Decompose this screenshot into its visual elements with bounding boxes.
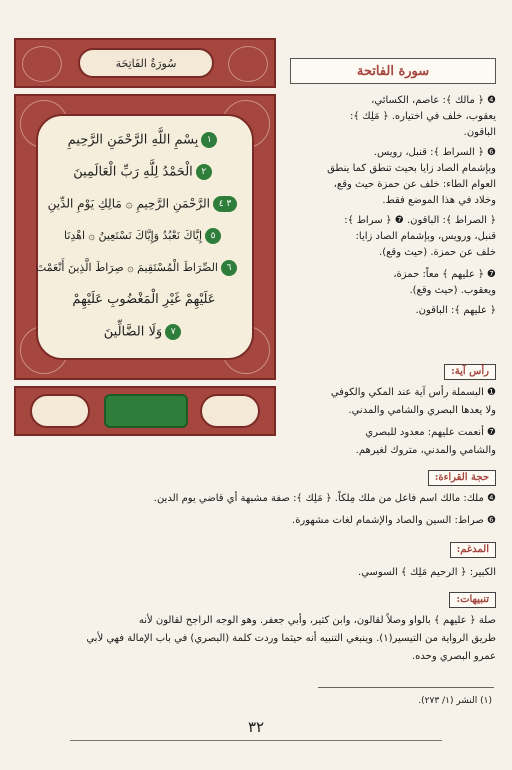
text-line: صلة ﴿ عليهم ﴾ بالواو وصلاً لقالون، وابن كثير، وأبي جعفر. وهو الوجه الراجح لقالون لأنه <box>138 615 496 626</box>
ayah-line: ٦الصِّرَاطَ الْمُسْتَقِيمَ ۞ صِرَاطَ الَّذِينَ أَنْعَمْتَ <box>48 260 240 276</box>
section-heading-hujja: حجة القراءة: <box>428 470 496 486</box>
text-line: خلف عن حمزة. (حيث وقع). <box>379 247 496 258</box>
ayah-line: ٣ ٤الرَّحْمَنِ الرَّحِيمِ ۞ مَالِكِ يَوْمِ الدِّينِ <box>48 196 240 212</box>
ayah-line: ٥إِيَّاكَ نَعْبُدُ وَإِيَّاكَ نَسْتَعِينُ ۞ اهْدِنَا <box>48 228 240 244</box>
section-heading-ras-aya: رأس آية: <box>444 364 496 380</box>
ornament-icon <box>104 394 188 428</box>
decorative-band <box>14 386 276 436</box>
text-line: عمرو البصري وحده. <box>412 651 496 662</box>
text-line: ❼ ﴿ عليهم ﴾ معاً: حمزة، <box>393 269 496 280</box>
ayah-line: ١بِسْمِ اللَّهِ الرَّحْمَنِ الرَّحِيمِ <box>48 132 240 148</box>
ayah-line: ٧وَلَا الضَّالِّينَ <box>48 324 240 340</box>
text-line: طريق الرواية من التيسير(١). وينبغي التنبيه أنه حيثما وردت كلمة (البصري) في باب الإمالة فهي لأبي <box>86 633 496 644</box>
text-line: وخلاد في هذا الموضع فقط. <box>382 195 496 206</box>
text-line: ❹ ﴿ مالك ﴾: عاصم، الكسائي، <box>371 95 496 106</box>
footnote: (١) النشر (١/ ٢٧٣). <box>418 696 492 706</box>
text-line: ولا يعدها البصري والشامي والمدني. <box>348 405 496 416</box>
section-heading-tanbihat: تنبيهات: <box>449 592 496 608</box>
page-number: ٣٢ <box>247 718 265 736</box>
text-line: ويعقوب. (حيث وقع). <box>409 285 496 296</box>
text-line: العوام الطاء: خلف عن حمزة حيث وقع، <box>333 179 496 190</box>
text-line: ❹ ملك: مالك اسم فاعل من ملك مِلكاً. ﴿ مَلِك ﴾: صفة مشبهة أي قاضي يوم الدين. <box>153 493 496 504</box>
text-line: الكبير: ﴿ الرحيم مَلِك ﴾ السوسي. <box>358 567 496 578</box>
ayah-line: ٢الْحَمْدُ لِلَّهِ رَبِّ الْعَالَمِينَ <box>48 164 240 180</box>
text-line: ❼ أنعمت عليهم: معدود للبصري <box>365 427 496 438</box>
text-line: ﴿ عليهم ﴾: الباقون. <box>415 305 496 316</box>
text-line: ❻ صراط: السين والصاد والإشمام لغات مشهورة. <box>292 515 496 526</box>
text-line: قنبل، ورويس، وبإشمام الصاد زايا: <box>355 231 496 242</box>
section-heading-idgham: المدغم: <box>450 542 496 558</box>
text-line: ❻ ﴿ السراط ﴾: قنبل، رويس. <box>373 147 496 158</box>
text-line: وبإشمام الصاد زايا بحيث تنطق كما ينطق <box>327 163 496 174</box>
text-line: ❶ البسملة رأس آية عند المكي والكوفي <box>330 387 496 398</box>
page-footer-rule <box>70 740 442 741</box>
ayah-line: عَلَيْهِمْ غَيْرِ الْمَغْضُوبِ عَلَيْهِمْ <box>72 292 216 307</box>
text-line: والشامي والمدني، متروك لغيرهم. <box>355 445 496 456</box>
quran-frame <box>14 94 276 380</box>
footnote-divider <box>318 687 494 688</box>
quran-text-area <box>36 114 254 360</box>
text-line: ﴿ الصراط ﴾: الباقون. ❼ ﴿ سراط ﴾: <box>344 215 496 226</box>
text-line: يعقوب، خلف في اختياره. ﴿ مَلِك ﴾: <box>350 111 496 122</box>
text-line: الباقون. <box>463 127 496 138</box>
sura-title: سُورَةُ الفَاتِحَة <box>78 48 214 78</box>
sura-title-band <box>14 38 276 88</box>
sura-name-box: سورة الفاتحة <box>290 58 496 84</box>
